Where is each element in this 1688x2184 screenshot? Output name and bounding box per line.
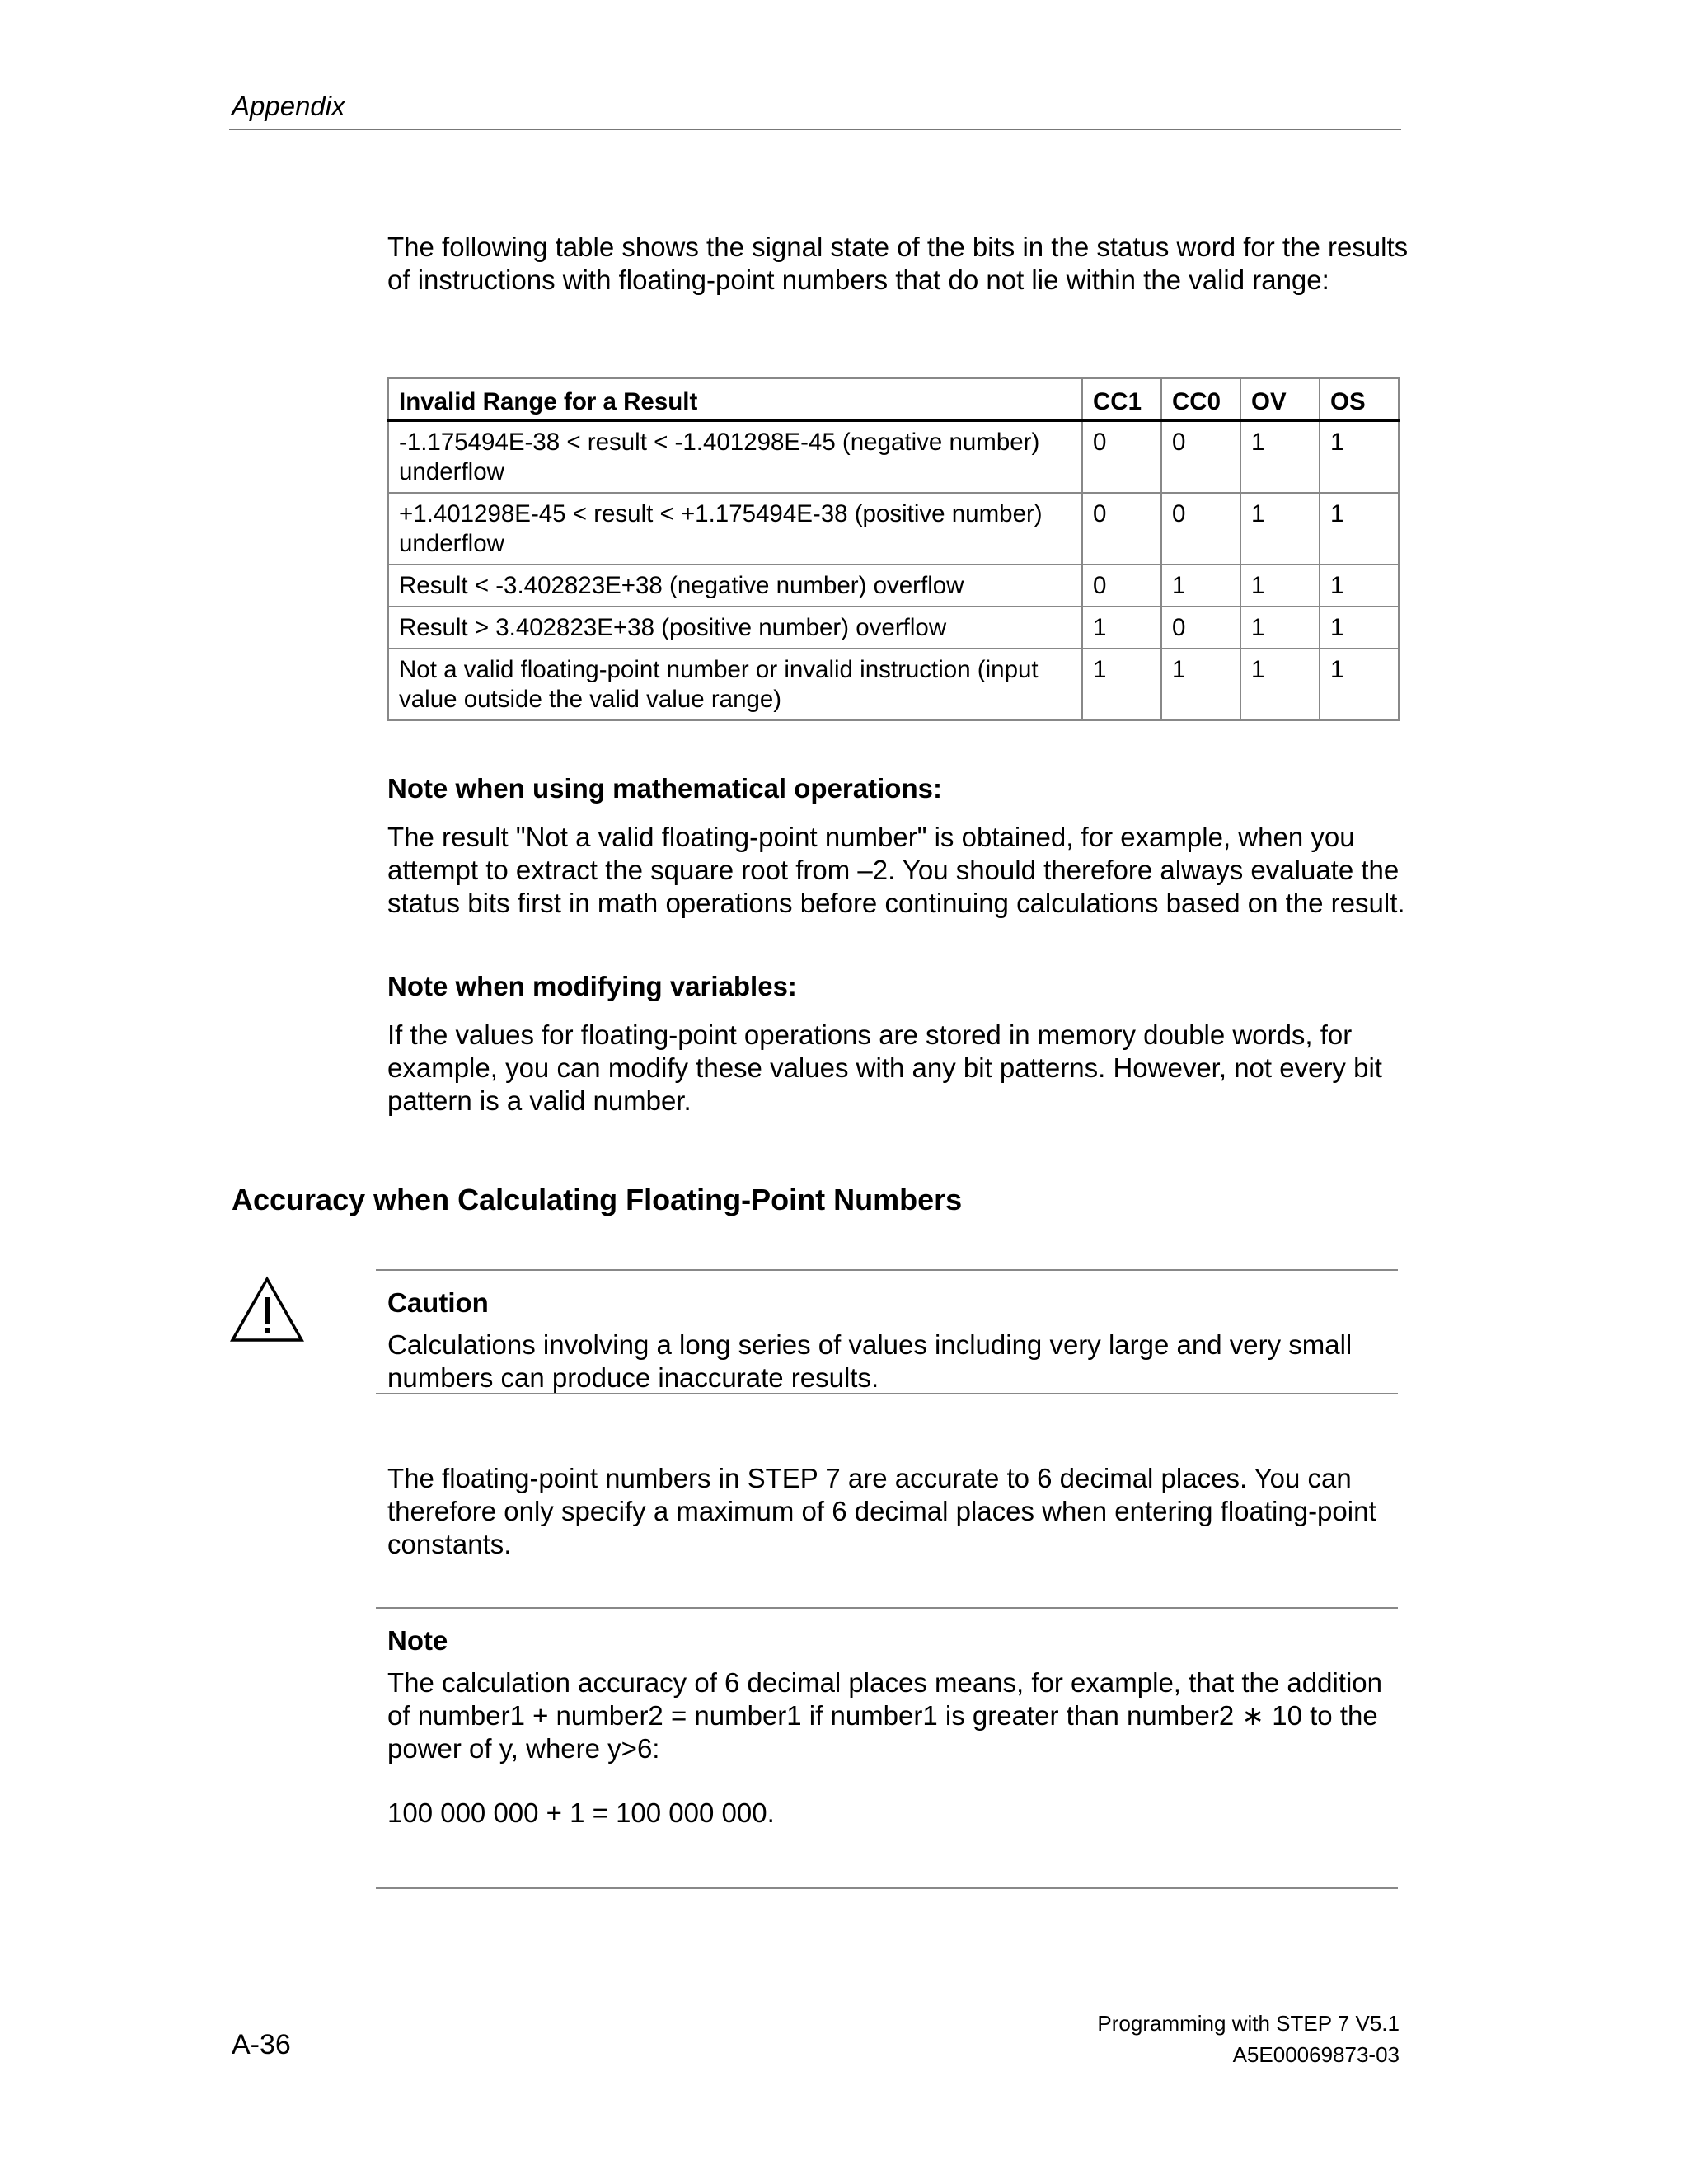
os-cell: 1 xyxy=(1320,607,1399,649)
ov-cell: 1 xyxy=(1240,493,1320,565)
os-cell: 1 xyxy=(1320,649,1399,720)
intro-paragraph: The following table shows the signal state of the bits in the status word for the results of instructions with floating-point numbers that do not lie within the valid range: xyxy=(387,232,1409,295)
caution-bottom-rule xyxy=(376,1393,1398,1394)
note-math-heading: Note when using mathematical operations: xyxy=(387,773,942,804)
note-heading: Note xyxy=(387,1625,448,1656)
note-bottom-rule xyxy=(376,1887,1398,1889)
cc1-cell: 1 xyxy=(1082,607,1161,649)
cc1-cell: 1 xyxy=(1082,649,1161,720)
page-number: A-36 xyxy=(232,2029,291,2060)
cc1-cell: 0 xyxy=(1082,493,1161,565)
range-cell: Result < -3.402823E+38 (negative number) overflow xyxy=(388,565,1082,607)
table-row xyxy=(388,607,1399,649)
note-text: The calculation accuracy of 6 decimal places means, for example, that the addition of number1 + number2 = number1 if number1 is greater than number2 ∗ 10 to the power of y, where y>6: xyxy=(387,1667,1382,1764)
os-cell: 1 xyxy=(1320,565,1399,607)
os-cell: 1 xyxy=(1320,493,1399,565)
table-header-row xyxy=(388,378,1399,420)
note-vars-text: If the values for floating-point operations are stored in memory double words, for example, you can modify these values with any bit patterns. However, not every bit pattern is a valid number. xyxy=(387,1019,1382,1116)
footer-doc-title: Programming with STEP 7 V5.1 xyxy=(1097,2011,1400,2036)
accuracy-paragraph: The floating-point numbers in STEP 7 are accurate to 6 decimal places. You can therefore only specify a maximum of 6 decimal places when entering floating-point constants. xyxy=(387,1463,1376,1559)
ov-cell: 1 xyxy=(1240,420,1320,493)
range-cell: -1.175494E-38 < result < -1.401298E-45 (negative number) underflow xyxy=(388,420,1082,493)
column-header-cc1: CC1 xyxy=(1082,378,1161,420)
caution-heading: Caution xyxy=(387,1287,489,1318)
table-row xyxy=(388,565,1399,607)
column-header-ov: OV xyxy=(1240,378,1320,420)
table-row xyxy=(388,420,1399,493)
cc1-cell: 0 xyxy=(1082,420,1161,493)
table-row xyxy=(388,649,1399,720)
cc0-cell: 1 xyxy=(1161,565,1240,607)
ov-cell: 1 xyxy=(1240,607,1320,649)
status-bits-table xyxy=(387,377,1400,721)
ov-cell: 1 xyxy=(1240,649,1320,720)
note-top-rule xyxy=(376,1607,1398,1609)
note-vars-heading: Note when modifying variables: xyxy=(387,971,797,1001)
range-cell: Not a valid floating-point number or invalid instruction (input value outside the valid value range) xyxy=(388,649,1082,720)
column-header-range: Invalid Range for a Result xyxy=(388,378,1082,420)
column-header-os: OS xyxy=(1320,378,1399,420)
footer-doc-number: A5E00069873-03 xyxy=(1232,2042,1400,2067)
ov-cell: 1 xyxy=(1240,565,1320,607)
warning-triangle-icon xyxy=(229,1276,305,1343)
cc0-cell: 1 xyxy=(1161,649,1240,720)
cc0-cell: 0 xyxy=(1161,607,1240,649)
header-divider xyxy=(229,129,1401,130)
note-math-text: The result "Not a valid floating-point number" is obtained, for example, when you attempt to extract the square root from –2. You should therefore always evaluate the status bits first in math operations before continuing calculations based on the result. xyxy=(387,822,1405,918)
cc0-cell: 0 xyxy=(1161,420,1240,493)
caution-top-rule xyxy=(376,1269,1398,1271)
note-example: 100 000 000 + 1 = 100 000 000. xyxy=(387,1797,775,1828)
range-cell: Result > 3.402823E+38 (positive number) overflow xyxy=(388,607,1082,649)
caution-text: Calculations involving a long series of values including very large and very small numbers can produce inaccurate results. xyxy=(387,1329,1353,1393)
running-header: Appendix xyxy=(232,91,345,121)
cc1-cell: 0 xyxy=(1082,565,1161,607)
range-cell: +1.401298E-45 < result < +1.175494E-38 (positive number) underflow xyxy=(388,493,1082,565)
cc0-cell: 0 xyxy=(1161,493,1240,565)
column-header-cc0: CC0 xyxy=(1161,378,1240,420)
os-cell: 1 xyxy=(1320,420,1399,493)
table-row xyxy=(388,493,1399,565)
section-heading: Accuracy when Calculating Floating-Point Numbers xyxy=(232,1183,963,1216)
